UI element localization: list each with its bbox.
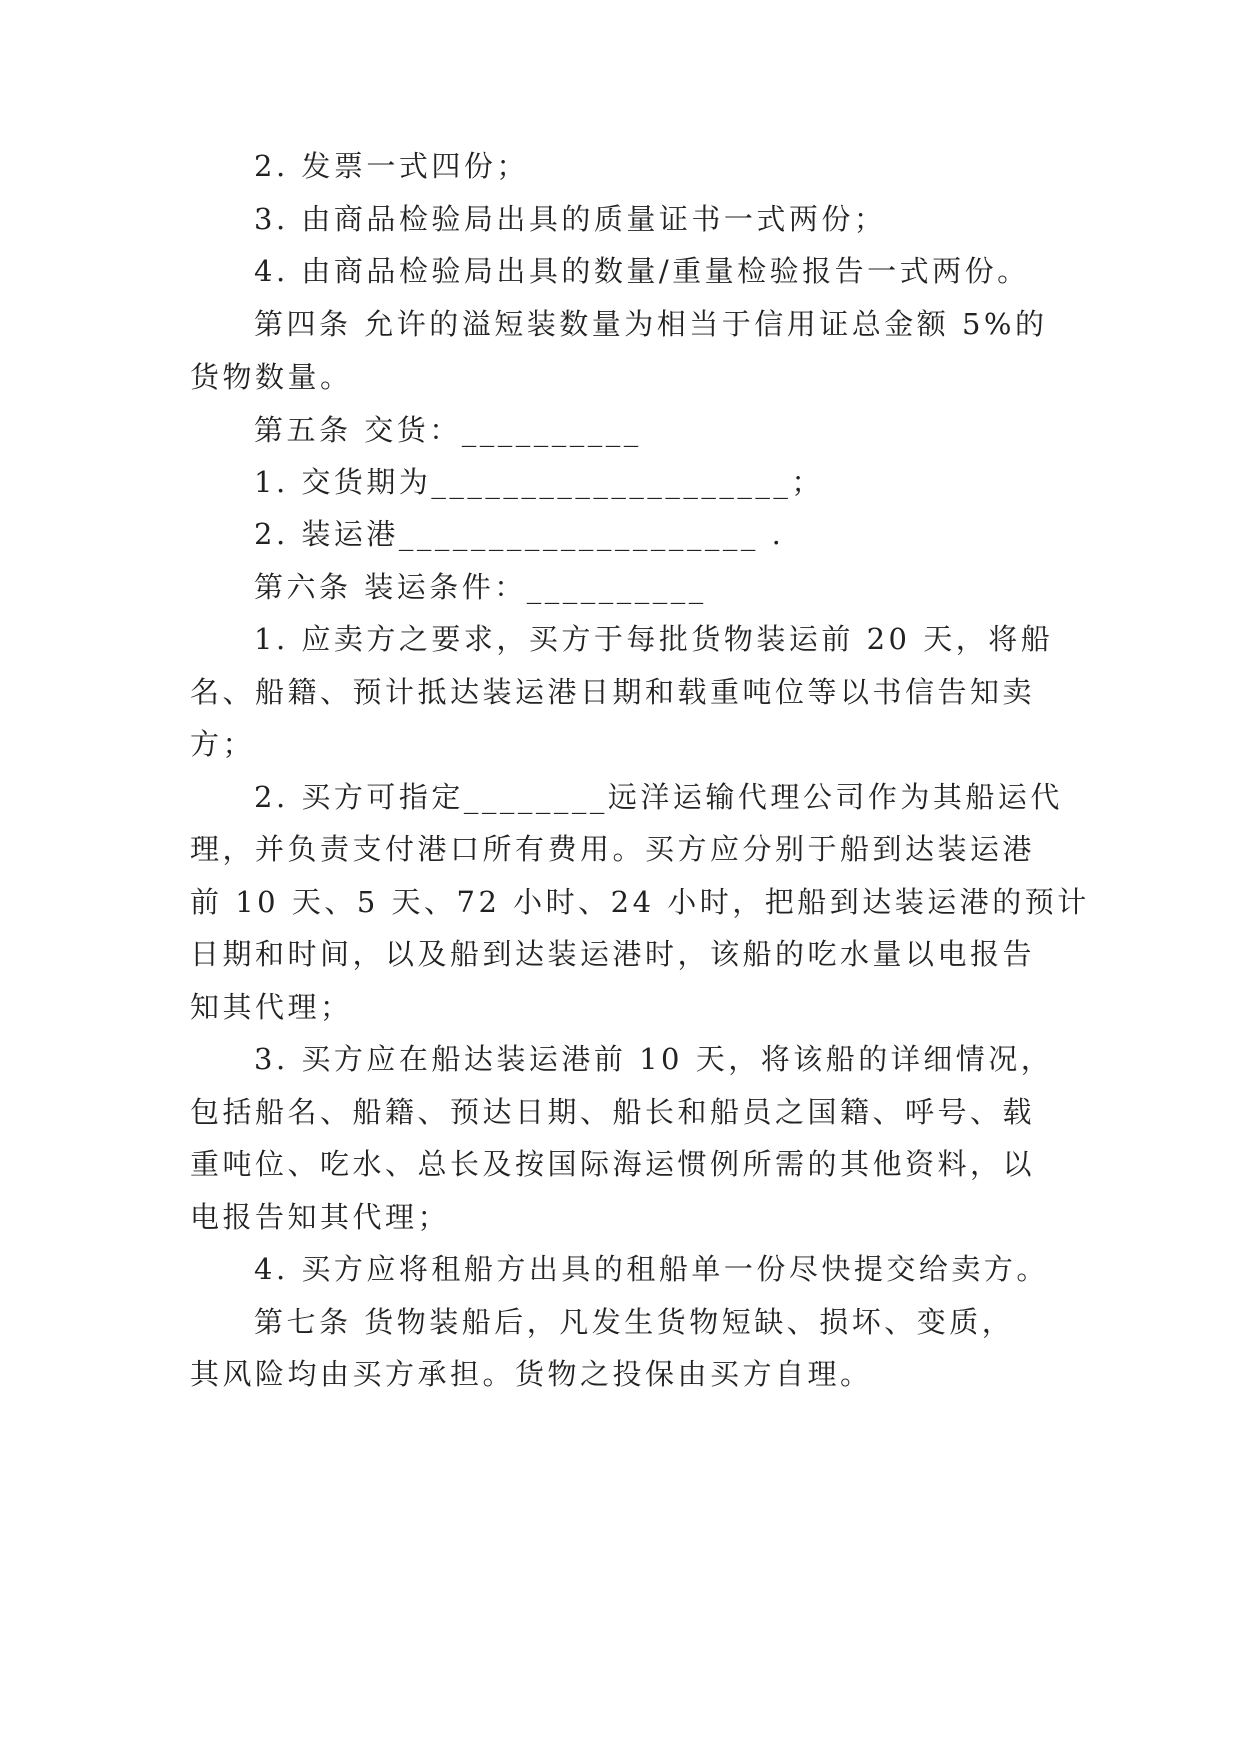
text-line: 理，并负责支付港口所有费用。买方应分别于船到达装运港 — [190, 832, 1036, 866]
text-line: 4. 买方应将租船方出具的租船单一份尽快提交给卖方。 — [254, 1252, 1049, 1286]
text-line: 第五条 交货：__________ — [254, 413, 642, 447]
text-line: 其风险均由买方承担。货物之投保由买方自理。 — [190, 1357, 873, 1391]
text-line: 2. 装运港____________________ . — [254, 517, 785, 551]
text-line: 第六条 装运条件：__________ — [254, 570, 707, 604]
text-line: 前 10 天、5 天、72 小时、24 小时，把船到达装运港的预计 — [190, 885, 1090, 919]
text-line: 3. 由商品检验局出具的质量证书一式两份； — [254, 202, 887, 236]
text-line: 知其代理； — [190, 990, 353, 1024]
text-line: 1. 交货期为____________________； — [254, 465, 824, 499]
text-line: 包括船名、船籍、预达日期、船长和船员之国籍、呼号、载 — [190, 1095, 1036, 1129]
text-line: 第七条 货物装船后，凡发生货物短缺、损坏、变质， — [254, 1305, 1015, 1339]
text-line: 2. 买方可指定________远洋运输代理公司作为其船运代 — [254, 780, 1063, 814]
text-line: 2. 发票一式四份； — [254, 149, 529, 183]
text-line: 电报告知其代理； — [190, 1200, 451, 1234]
text-line: 4. 由商品检验局出具的数量/重量检验报告一式两份。 — [254, 254, 1030, 288]
text-line: 第四条 允许的溢短装数量为相当于信用证总金额 5%的 — [254, 307, 1048, 341]
text-line: 1. 应卖方之要求，买方于每批货物装运前 20 天，将船 — [254, 622, 1054, 656]
text-line: 货物数量。 — [190, 360, 353, 394]
text-line: 重吨位、吃水、总长及按国际海运惯例所需的其他资料，以 — [190, 1147, 1036, 1181]
text-line: 日期和时间，以及船到达装运港时，该船的吃水量以电报告 — [190, 937, 1036, 971]
text-line: 3. 买方应在船达装运港前 10 天，将该船的详细情况， — [254, 1042, 1054, 1076]
text-line: 名、船籍、预计抵达装运港日期和载重吨位等以书信告知卖 — [190, 675, 1036, 709]
text-line: 方； — [190, 727, 256, 761]
